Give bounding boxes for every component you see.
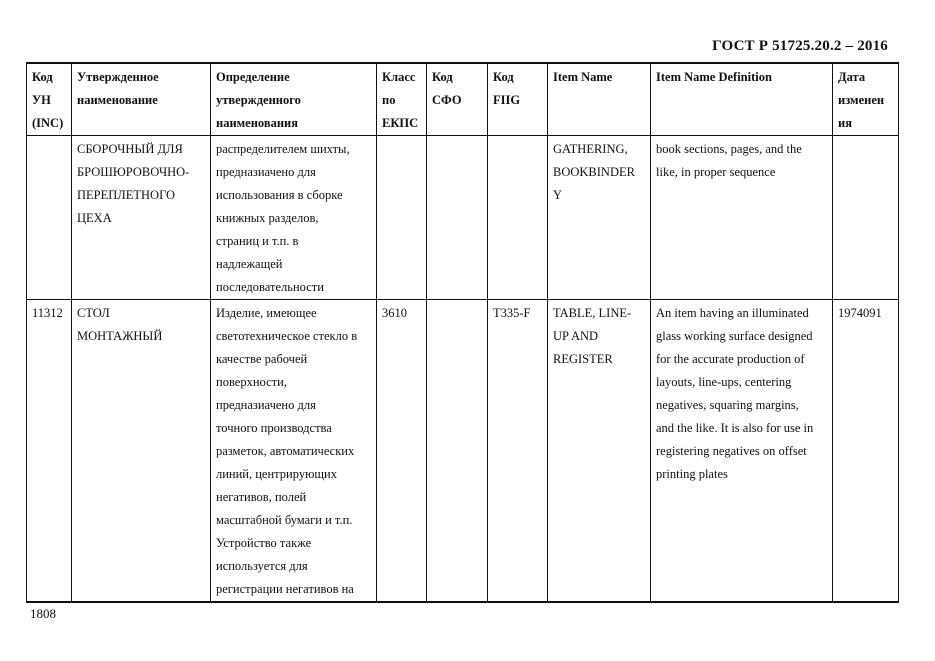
catalog-table [26,62,899,603]
cell-change-date [833,136,899,300]
header-change-date: Дата изменен ия [833,63,899,136]
header-item-name: Item Name [548,63,651,136]
header-fiig-code: Код FIIG [488,63,548,136]
header-inc-code: Код УН (INC) [27,63,72,136]
header-name-definition: Определение утвержденного наименования [211,63,377,136]
cell-change-date: 1974091 [833,300,899,603]
cell-approved-name: СТОЛ МОНТАЖНЫЙ [72,300,211,603]
table-header-row [27,63,899,136]
cell-ekps-class [377,136,427,300]
header-sfo-code: Код СФО [427,63,488,136]
cell-sfo-code [427,136,488,300]
cell-inc-code: 11312 [27,300,72,603]
page-number: 1808 [30,606,56,621]
document-standard-header: ГОСТ Р 51725.20.2 – 2016 [712,38,888,54]
table-row [27,300,899,603]
cell-approved-name: СБОРОЧНЫЙ ДЛЯ БРОШЮРОВОЧНО- ПЕРЕПЛЕТНОГО ЦЕХА [72,136,211,300]
cell-item-name-definition: book sections, pages, and the like, in proper sequence [651,136,833,300]
cell-item-name: TABLE, LINE- UP AND REGISTER [548,300,651,603]
cell-fiig-code [488,136,548,300]
cell-inc-code [27,136,72,300]
cell-name-definition: распределителем шихты, предназиачено для использования в сборке книжных разделов, страниц и т.п. в надлежащей последовательности [211,136,377,300]
table-row [27,136,899,300]
cell-fiig-code: T335-F [488,300,548,603]
cell-ekps-class: 3610 [377,300,427,603]
cell-item-name-definition: An item having an illuminated glass working surface designed for the accurate production of layouts, line-ups, centering negatives, squaring margins, and the like. It is also for use in registering negatives on offset printing plates [651,300,833,603]
header-approved-name: Утвержденное наименование [72,63,211,136]
header-item-name-definition: Item Name Definition [651,63,833,136]
header-ekps-class: Класс по ЕКПС [377,63,427,136]
cell-sfo-code [427,300,488,603]
cell-item-name: GATHERING, BOOKBINDER Y [548,136,651,300]
cell-name-definition: Изделие, имеющее светотехническое стекло в качестве рабочей поверхности, предназиачено для точного производства разметок, автоматических линий, центрирующих негативов, полей масштабной бумаги и т.п. Устройство также используется для регистрации негативов на [211,300,377,603]
